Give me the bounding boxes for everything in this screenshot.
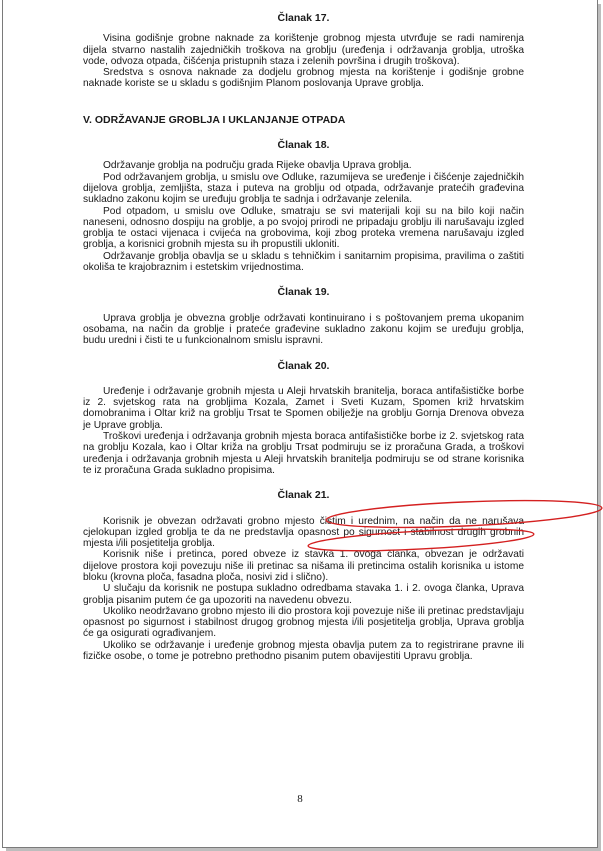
article-20-title: Članak 20. (277, 359, 330, 372)
page-number: 8 (297, 793, 303, 805)
article-21-title: Članak 21. (277, 489, 330, 502)
article-17-paragraph-2: Sredstva s osnova naknade za dodjelu grobnog mjesta na korištenje i godišnje grobne naknade koriste se u skladu s godišnjim Planom poslovanja Uprave groblja. (83, 67, 524, 90)
article-18-title: Članak 18. (277, 139, 330, 152)
article-20-paragraph-2: Troškovi uređenja i održavanja grobnih mjesta boraca antifašističke borbe iz 2. svjetskog rata na groblju Kozala, kao i Oltar križa na groblju Trsat podmiruju se iz proračuna Grada, a troškovi uređenja i održavanja grobnih mjesta u Aleji hrvatskih branitelja podmiruju se od strane korisnika te iz proračuna Grada sukladno propisima. (83, 431, 524, 476)
document-body (83, 13, 524, 662)
article-21-paragraph-3: U slučaju da korisnik ne postupa sukladno odredbama stavaka 1. i 2. ovoga članka, Uprava groblja pisanim putem će ga upozoriti na navedenu obvezu. (83, 583, 524, 606)
article-19-title: Članak 19. (277, 286, 330, 299)
article-18-paragraph-4: Održavanje groblja obavlja se u skladu s tehničkim i sanitarnim propisima, pravilima o zaštiti okoliša te krajobraznim i estetskim vrijednostima. (83, 250, 524, 274)
article-21-paragraph-1: Korisnik je obvezan održavati grobno mjesto čistim i urednim, na način da ne narušava cjelokupan izgled groblja te da ne predstavlja opasnost po sigurnost i stabilnost drugih grobnih mjesta i/ili posjetitelja groblja. (83, 515, 524, 550)
article-21-paragraph-4: Ukoliko neodržavano grobno mjesto ili dio prostora koji povezuje niše ili pretinac predstavljaju opasnost po sigurnost i stabilnost drugog grobnog mjesta i/ili posjetitelja groblja, Uprava groblja će ga osigurati ograđivanjem. (83, 605, 524, 640)
article-21-paragraph-2: Korisnik niše i pretinca, pored obveze iz stavka 1. ovoga članka, obvezan je održavati dijelove prostora koji povezuju niše ili pretinac sa nišama ili pretincima ostalih korisnika u istome bloku (krovna ploča, fasadna ploča, nosivi zid i slično). (83, 549, 524, 583)
article-18-paragraph-1: Održavanje groblja na području grada Rijeke obavlja Uprava groblja. (103, 160, 412, 172)
article-18-paragraph-3: Pod otpadom, u smislu ove Odluke, smatraju se svi materijali koji su na bilo koji način naneseni, odnosno dospiju na groblje, a po svojoj prirodi ne pripadaju groblju ili narušavaju izgled groblja te ostaci vijenaca i cvijeća na grobovima, koji zbog proteka vremena narušavaju izgled groblja, a korisnici grobnih mjesta su ih propustili ukloniti. (83, 205, 524, 251)
article-17-title: Članak 17. (277, 12, 330, 24)
article-19-paragraph-1: Uprava groblja je obvezna groblje održavati kontinuirano i s poštovanjem prema ukopanim osobama, na način da groblje i prateće građevine sukladno zakonu kojim se uređuju groblja, budu uredni i čisti te u funkcionalnom smislu ispravni. (83, 312, 524, 347)
article-18-paragraph-2: Pod održavanjem groblja, u smislu ove Odluke, razumijeva se uređenje i čišćenje zajedničkih dijelova groblja, zemljišta, staza i puteva na groblju od otpada, održavanje pratećih građevina sukladno zakonu kojim se uređuju groblja te sadnja i održavanje zelenila. (83, 171, 524, 206)
article-17-paragraph-1: Visina godišnje grobne naknade za korištenje grobnog mjesta utvrđuje se radi namirenja dijela stvarno nastalih zajedničkih troškova na groblju (uređenja i održavanja groblja, utroška vode, odvoza otpada, čišćenja pristupnih staza i zelenih površina i drugih troškova). (83, 33, 524, 67)
section-v-title: V. ODRŽAVANJE GROBLJA I UKLANJANJE OTPADA (83, 113, 346, 126)
page-shadow-right (598, 4, 601, 850)
article-20-paragraph-1: Uređenje i održavanje grobnih mjesta u Aleji hrvatskih branitelja, boraca antifašističke borbe iz 2. svjetskog rata na grobljima Kozala, Zamet i Sveti Kuzam, Spomen križ hrvatskim domobranima i Oltar križ na groblju Trsat te Spomen obilježje na groblju Gornja Drenova obveza je Uprave groblja. (83, 385, 524, 431)
article-21-paragraph-5: Ukoliko se održavanje i uređenje grobnog mjesta obavlja putem za to registrirane pravne ili fizičke osobe, o tome je potrebno prethodno pisanim putem obavijestiti Upravu groblja. (83, 639, 524, 663)
